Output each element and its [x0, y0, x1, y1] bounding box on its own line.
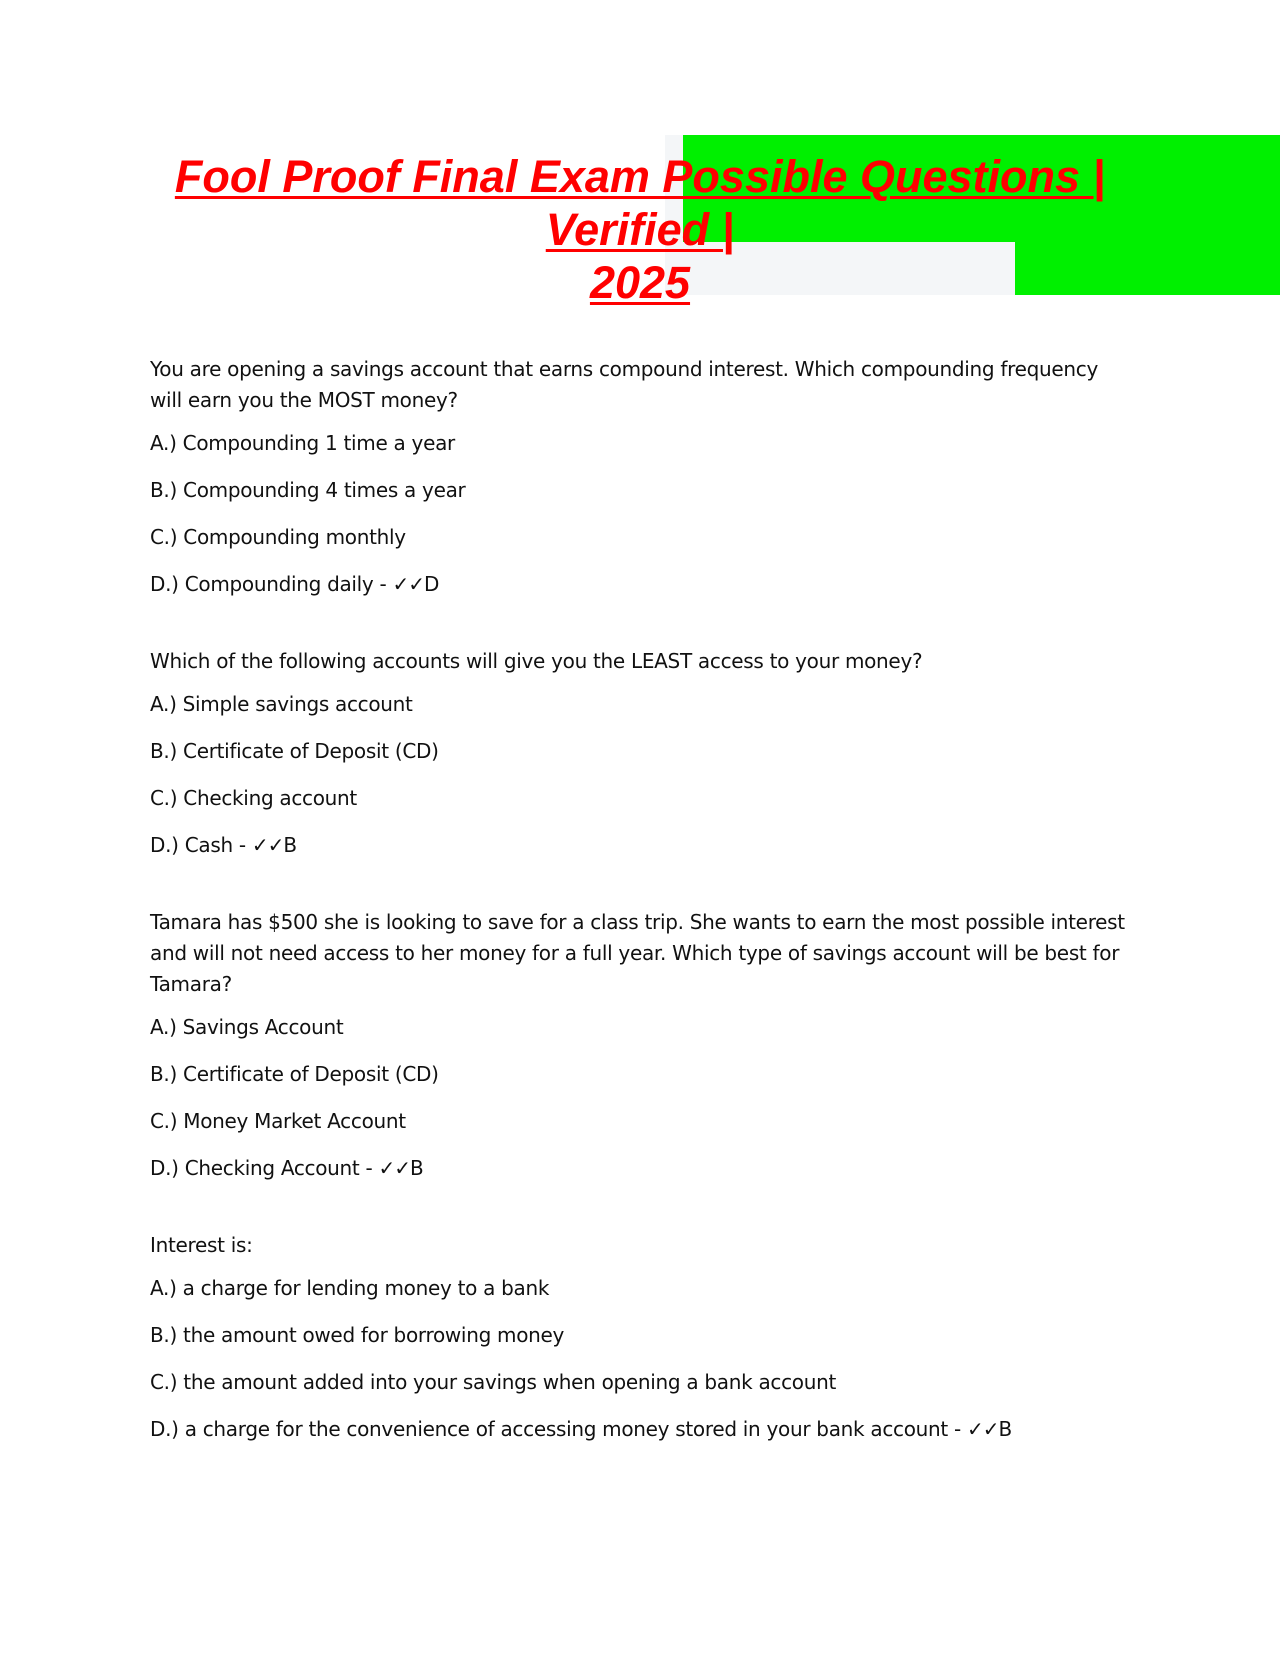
title-line-3: 2025 [589, 257, 691, 308]
option-d: D.) Cash - [150, 833, 252, 857]
option-b: B.) Compounding 4 times a year [150, 478, 466, 502]
answer-letter: B [410, 1156, 424, 1180]
option-a: A.) Simple savings account [150, 692, 413, 716]
option-d-with-answer [150, 1415, 1130, 1443]
answer-letter: B [283, 833, 297, 857]
double-check-icon: ✓✓ [378, 1156, 411, 1180]
option-b: B.) the amount owed for borrowing money [150, 1323, 565, 1347]
double-check-icon: ✓✓ [966, 1417, 999, 1441]
option-d: D.) a charge for the convenience of accessing money stored in your bank account - [150, 1417, 967, 1441]
question-text: Interest is: [150, 1233, 253, 1257]
question-block [150, 354, 1130, 598]
question-text: Tamara has $500 she is looking to save for a class trip. She wants to earn the most possible interest and will not need access to her money for a full year. Which type of savings account will be best for Tamara? [150, 910, 1125, 996]
question-list [150, 354, 1130, 1487]
question-block [150, 1230, 1130, 1443]
option-a: A.) a charge for lending money to a bank [150, 1276, 550, 1300]
option-b: B.) Certificate of Deposit (CD) [150, 1062, 439, 1086]
answer-letter: B [998, 1417, 1012, 1441]
option-b: B.) Certificate of Deposit (CD) [150, 739, 439, 763]
title-line-2: Verified | [545, 204, 735, 255]
document-title [140, 150, 1140, 309]
question-text: Which of the following accounts will give you the LEAST access to your money? [150, 649, 923, 673]
option-d: D.) Compounding daily - [150, 572, 393, 596]
answer-letter: D [424, 572, 440, 596]
option-a: A.) Compounding 1 time a year [150, 431, 455, 455]
double-check-icon: ✓✓ [251, 833, 284, 857]
question-block [150, 907, 1130, 1182]
option-c: C.) Money Market Account [150, 1109, 406, 1133]
double-check-icon: ✓✓ [392, 572, 425, 596]
option-c: C.) Checking account [150, 786, 357, 810]
option-d: D.) Checking Account - [150, 1156, 379, 1180]
option-d-with-answer [150, 570, 1130, 598]
question-text: You are opening a savings account that earns compound interest. Which compounding frequency will earn you the MOST money? [150, 357, 1098, 412]
option-d-with-answer [150, 831, 1130, 859]
option-c: C.) Compounding monthly [150, 525, 406, 549]
option-d-with-answer [150, 1154, 1130, 1182]
option-c: C.) the amount added into your savings when opening a bank account [150, 1370, 837, 1394]
title-line-1: Fool Proof Final Exam Possible Questions | [174, 151, 1106, 202]
option-a: A.) Savings Account [150, 1015, 344, 1039]
question-block [150, 646, 1130, 859]
